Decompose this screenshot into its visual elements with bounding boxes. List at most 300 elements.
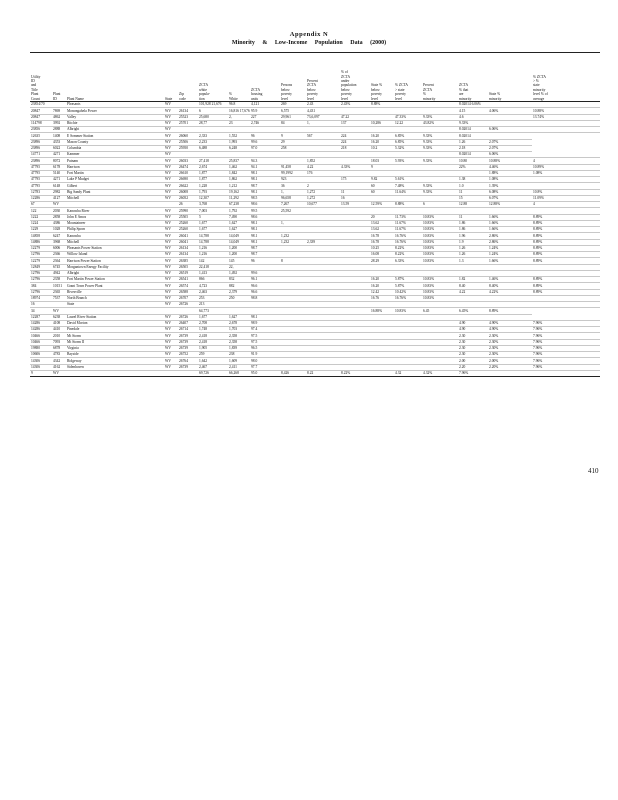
table-cell: 2,708 [198, 320, 228, 326]
table-cell: 1.86 [458, 220, 488, 226]
table-cell: 7537 [52, 295, 66, 301]
table-cell: 14,788 [198, 233, 228, 239]
table-cell: 4353 [52, 139, 66, 145]
table-cell: Fort Martin [66, 170, 164, 176]
table-cell: 1.3 [458, 258, 488, 264]
table-cell: 2.86% [488, 233, 532, 239]
table-cell: 7.96% [532, 352, 600, 358]
table-cell: 1,232 [280, 233, 306, 239]
table-cell: 8.22% [394, 252, 422, 258]
table-cell: 7.96% [532, 327, 600, 333]
table-cell: 2358 [52, 277, 66, 283]
table-cell: 10.83% [422, 277, 458, 283]
table-cell: Harrison Power Station [66, 258, 164, 264]
table-cell: 1,609 [228, 358, 250, 364]
table-cell: 8.89% [532, 252, 600, 258]
table-cell: 2,233 [198, 139, 228, 145]
table-cell: 8.89% [532, 239, 600, 245]
table-cell: WV [164, 120, 178, 126]
table-cell: 1,216 [198, 252, 228, 258]
table-cell: 2.30% [488, 352, 532, 358]
table-cell: 23854/70 [30, 102, 52, 108]
table-cell: Pleasants Power Station [66, 245, 164, 251]
table-cell: 8072 [52, 158, 66, 164]
table-cell: 19,162 [228, 189, 250, 195]
table-cell: 4271 [52, 152, 66, 158]
table-cell: 10.83% [422, 220, 458, 226]
table-cell: 6.06% [488, 127, 532, 133]
table-cell: 1,793 [198, 189, 228, 195]
table-cell: 10.83% [422, 227, 458, 233]
table-cell: 1,200 [228, 245, 250, 251]
table-cell: 4942 [52, 270, 66, 276]
table-cell: Willow Island [66, 252, 164, 258]
table-cell: 137 [340, 120, 370, 126]
table-cell: WV [164, 352, 178, 358]
table-cell: 13.59 [340, 202, 370, 208]
table-cell: 98.6 [250, 202, 280, 208]
table-cell: 1,877 [198, 170, 228, 176]
table-cell: 3968 [52, 239, 66, 245]
table-cell: 14,788 [198, 239, 228, 245]
table-cell: 28,77 [198, 120, 228, 126]
table-cell: Grant Town Power Plant [66, 283, 164, 289]
table-cell: 4.90 [458, 320, 488, 326]
table-cell: 27,418 [198, 158, 228, 164]
table-cell: WV [164, 277, 178, 283]
table-body [30, 102, 600, 377]
table-cell: 4108 [52, 320, 66, 326]
table-cell: 1,839 [228, 345, 250, 351]
table-cell [488, 370, 532, 376]
table-cell: Kammer [66, 152, 164, 158]
table-cell: 2.00% [488, 358, 532, 364]
table-cell: 66,268 [228, 370, 250, 376]
table-cell: 47795 [30, 164, 52, 170]
table-cell: 4783 [52, 352, 66, 358]
table-cell: Big Sandy Plant [66, 189, 164, 195]
table-cell: 1,462 [228, 164, 250, 170]
table-cell: 8 [280, 258, 306, 264]
table-cell: 175 [340, 177, 370, 183]
table-cell: 2, [228, 114, 250, 120]
table-cell: 10.83% [422, 289, 458, 295]
table-cell: 1222 [30, 214, 52, 220]
table-cell: 142 [198, 258, 228, 264]
table-cell: 9.33% [422, 139, 458, 145]
table-cell: WV [164, 152, 178, 158]
table-cell: 99.6 [250, 270, 280, 276]
column-header: State [164, 53, 178, 102]
table-cell: 98.1 [250, 177, 280, 183]
table-cell: 12279 [30, 258, 52, 264]
table-cell: 269 [280, 102, 306, 108]
table-cell: 2,379 [228, 289, 250, 295]
table-cell: 22% [458, 164, 488, 170]
table-cell: 10.83% [422, 258, 458, 264]
table-cell: 96.8 [228, 102, 250, 108]
table-cell: 26739 [178, 339, 198, 345]
table-cell: 8.22% [340, 370, 370, 376]
table-cell: Valley [66, 114, 164, 120]
table-cell: 2.20% [488, 364, 532, 370]
table-cell: 8.89% [488, 308, 532, 314]
table-cell: 7.96% [532, 358, 600, 364]
table-cell: 11 [458, 214, 488, 220]
table-cell: 69,726 [198, 370, 228, 376]
table-cell: 7,003 [198, 208, 228, 214]
table-cell: 6 [422, 202, 458, 208]
table-cell: WV [164, 345, 178, 351]
table-cell: 20847 [30, 108, 52, 114]
table-cell: 26060 [178, 133, 198, 139]
table-cell: 2.30 [458, 345, 488, 351]
table-cell: 6.06% [488, 152, 532, 158]
table-cell: 8,426 [280, 370, 306, 376]
table-cell: 2.00 [458, 358, 488, 364]
table-cell: 12,307 [198, 195, 228, 201]
table-cell: 26033 [178, 158, 198, 164]
column-header: % of ZCTA under population below poverty level [340, 53, 370, 102]
table-cell: 176 [306, 170, 340, 176]
table-cell: 1,748 [198, 327, 228, 333]
table-cell: 16.20 [370, 139, 394, 145]
table-cell: 6,488 [198, 145, 228, 151]
table-cell: 1.26 [458, 245, 488, 251]
table-cell: 7.48% [394, 183, 422, 189]
table-cell: WV [164, 258, 178, 264]
table-cell: 73,6,097 [306, 114, 340, 120]
table-cell: 6.33% [394, 258, 422, 264]
table-cell: 6238 [52, 314, 66, 320]
table-cell: 4.06% [488, 108, 532, 114]
table-cell: 95.9 [250, 108, 280, 114]
table-cell: 23856 [30, 127, 52, 133]
table-cell: WV [164, 127, 178, 133]
table-cell: 91.9 [250, 352, 280, 358]
table-cell: 5.61% [394, 177, 422, 183]
table-cell: 1.9 [458, 239, 488, 245]
table-cell: 12849 [30, 264, 52, 270]
table-cell: Mason County [66, 139, 164, 145]
table-cell: 1,792 [228, 208, 250, 214]
table-cell: 2364 [52, 258, 66, 264]
table-cell: 1,677 [198, 220, 228, 226]
column-header: Percent ZCTA below poverty level [306, 53, 340, 102]
table-cell: 5.93% [394, 158, 422, 164]
table-cell: 8.40 [458, 283, 488, 289]
table-cell: 95.0 [250, 370, 280, 376]
table-cell: 4271 [52, 177, 66, 183]
table-cell: WV [164, 195, 178, 201]
table-cell: 6.45% [458, 308, 488, 314]
table-cell: 4162 [52, 364, 66, 370]
table-cell: 224 [340, 139, 370, 145]
table-cell: 253 [198, 295, 228, 301]
table-cell: 213 [198, 302, 228, 308]
table-cell: Rivesville [66, 289, 164, 295]
table-header-row [30, 53, 600, 102]
table-cell: 26707 [178, 295, 198, 301]
column-header: Percent ZCTA % minority [422, 53, 458, 102]
table-cell: 12.42 [370, 289, 394, 295]
table-cell: E Sommer Station [66, 133, 164, 139]
table-cell: 14858 [30, 233, 52, 239]
table-cell: 2,339 [306, 239, 340, 245]
table-cell: Virginia [66, 345, 164, 351]
table-cell: 25523 [178, 114, 198, 120]
table-cell: 1,905 [198, 345, 228, 351]
table-cell: 14771 [30, 152, 52, 158]
table-cell: WV [164, 364, 178, 370]
table-cell: 7.96% [458, 370, 488, 376]
table-cell: 13.62 [370, 220, 394, 226]
table-cell: 12.59% [370, 202, 394, 208]
table-cell: 12279 [30, 245, 52, 251]
table-cell: 16 [30, 302, 52, 308]
table-cell: 1,627 [228, 220, 250, 226]
table-cell: 1, [280, 189, 306, 195]
table-cell: 16.20 [370, 283, 394, 289]
table-cell: 25,592 [280, 208, 306, 214]
table-cell: WV [164, 208, 178, 214]
table-cell: 8.40% [488, 283, 532, 289]
table-cell: 98.0 [250, 358, 280, 364]
table-cell: 9.33% [458, 120, 488, 126]
table-cell: David Morton [66, 320, 164, 326]
table-cell: 47795 [30, 183, 52, 189]
table-cell: 16.76% [394, 233, 422, 239]
table-cell: 8.02014 [458, 133, 488, 139]
table-cell: 26505 [178, 264, 198, 270]
table-cell: 96.6 [250, 283, 280, 289]
table-cell: 1,877 [198, 177, 228, 183]
table-cell: 5140 [52, 170, 66, 176]
table-cell: WV [164, 302, 178, 308]
table-cell: 8.89% [532, 220, 600, 226]
column-header: ZCTA % that are minority [458, 53, 488, 102]
table-cell: North Branch [66, 295, 164, 301]
table-cell: 26610 [178, 170, 198, 176]
column-header: Zip code [178, 53, 198, 102]
table-cell: WV [164, 139, 178, 145]
table-cell: 2,358 [228, 333, 250, 339]
table-cell: WV [164, 177, 178, 183]
table-cell: 4.90% [488, 327, 532, 333]
table-cell: 11.09% [532, 195, 600, 201]
table-cell: 227 [250, 114, 280, 120]
table-cell: 26726 [178, 302, 198, 308]
table-cell: 7869 [52, 108, 66, 114]
table-cell: 94.1 [250, 164, 280, 170]
table-cell: WV [52, 308, 66, 314]
table-cell: 1,677 [198, 227, 228, 233]
table-cell: WV [164, 239, 178, 245]
table-cell: 2,678 [228, 320, 250, 326]
table-cell: WV [164, 283, 178, 289]
table-cell: 26134 [178, 245, 198, 251]
table-cell: 1.39% [488, 183, 532, 189]
table-cell: 97.5 [250, 339, 280, 345]
table-cell: 4,431 [306, 108, 340, 114]
table-cell: 11.73% [394, 214, 422, 220]
table-cell: 13.62 [370, 227, 394, 233]
table-cell: 16.20 [370, 133, 394, 139]
table-cell: 20847 [30, 114, 52, 120]
table-cell: 22,418 [198, 264, 228, 270]
table-cell: Harrison [66, 164, 164, 170]
table-cell: WV [164, 320, 178, 326]
table-cell: 2,746 [250, 120, 280, 126]
table-cell: 15 [458, 195, 488, 201]
table-cell: WV [164, 358, 178, 364]
table-cell: 1,627 [228, 314, 250, 320]
table-cell: 224 [340, 133, 370, 139]
table-cell: 98.1 [250, 233, 280, 239]
table-cell: 97.0 [250, 145, 280, 151]
table-cell: 145 [228, 258, 250, 264]
table-cell: WV [164, 214, 178, 220]
table-cell: 2,674 [198, 164, 228, 170]
appendix-heading: Appendix N [289, 31, 329, 38]
table-cell: 97.5 [250, 333, 280, 339]
table-cell: 6247 [52, 233, 66, 239]
table-cell: 16.88% [370, 308, 394, 314]
table-cell: 6.85% [394, 133, 422, 139]
table-cell: 10466 [30, 339, 52, 345]
table-cell: 1.08% [488, 177, 532, 183]
table-cell: 882 [228, 283, 250, 289]
table-cell: 2,333 [198, 133, 228, 139]
table-cell: 10466 [30, 333, 52, 339]
table-cell: 8.02014 [458, 152, 488, 158]
table-cell: 29 [280, 139, 306, 145]
table-cell: 9.33% [422, 158, 458, 164]
table-cell: Fort Martin Power Station [66, 277, 164, 283]
table-cell: 1.0 [458, 183, 488, 189]
table-cell: 1,272 [306, 195, 340, 201]
table-cell: 6 [198, 108, 228, 114]
table-cell: 47795 [30, 170, 52, 176]
column-header: State % minority [488, 53, 532, 102]
table-cell: 2365 [52, 289, 66, 295]
table-cell: 5.87% [394, 283, 422, 289]
table-cell: 4,121 [250, 102, 280, 108]
table-cell: 1.08% [532, 170, 600, 176]
table-cell: 8.22 [306, 370, 340, 376]
table-cell: 25260 [178, 220, 198, 226]
table-cell: 1.86 [458, 227, 488, 233]
table-cell: 98.1 [250, 170, 280, 176]
table-cell: 14306 [30, 364, 52, 370]
table-cell: 10.83% [394, 308, 422, 314]
table-cell: 1.66% [488, 258, 532, 264]
table-cell: 2888 [52, 127, 66, 133]
table-cell: 2.30 [458, 352, 488, 358]
table-cell: 4 [532, 158, 600, 164]
table-cell: 23896 [30, 145, 52, 151]
table-cell: 98.7 [250, 252, 280, 258]
table-cell: 2030 [52, 208, 66, 214]
table-cell: 1229 [30, 227, 52, 233]
table-cell: 23896 [30, 158, 52, 164]
table-subtitle: Minority & Low-Income Population Data (2000) [231, 40, 387, 46]
table-cell: 5 [198, 214, 228, 220]
table-cell: 26041 [178, 233, 198, 239]
table-cell: 26385 [178, 258, 198, 264]
table-cell: 2.07% [488, 145, 532, 151]
table-cell: 10.83% [422, 252, 458, 258]
table-cell: 1,552 [228, 133, 250, 139]
table-cell: 91,458 [280, 164, 306, 170]
table-cell: 1,677 [198, 314, 228, 320]
table-cell: 12.22 [394, 120, 422, 126]
table-cell: WV [164, 333, 178, 339]
table-cell: 1,413 [198, 270, 228, 276]
table-cell: 3992 [52, 120, 66, 126]
table-cell: 96.6 [250, 289, 280, 295]
table-cell: 98.1 [250, 239, 280, 245]
table-cell: 6.07% [488, 195, 532, 201]
table-cell: 1.24% [488, 245, 532, 251]
table-cell: 8.89% [532, 258, 600, 264]
table-cell: 25,680 [198, 114, 228, 120]
table-cell: 10.42% [394, 289, 422, 295]
table-cell: 36 [280, 183, 306, 189]
table-cell: Bayside [66, 352, 164, 358]
table-cell: 96 [250, 133, 280, 139]
table-cell: 2.30% [488, 339, 532, 345]
table-cell: 4127 [52, 195, 66, 201]
table-cell: 98.1 [250, 314, 280, 320]
table-row [30, 370, 600, 376]
table-cell: Philip Sporn [66, 227, 164, 233]
column-header: % ZCTA > % state minority level % of average [532, 53, 600, 102]
column-header: ZCTA housing units [250, 53, 280, 102]
table-cell: WV [164, 314, 178, 320]
table-cell: 7.96% [532, 333, 600, 339]
table-cell: 11.64% [394, 189, 422, 195]
table-cell: 25260 [178, 227, 198, 233]
table-cell: 13.74% [532, 114, 600, 120]
table-cell: 2.07% [488, 139, 532, 145]
table-cell: 14886 [30, 239, 52, 245]
table-cell: 26407 [178, 320, 198, 326]
table-cell: 96.5 [250, 345, 280, 351]
table-cell: 28.29 [370, 258, 394, 264]
table-cell: 8.02014 6.06% [458, 102, 488, 108]
table-cell: 29,961 [280, 114, 306, 120]
table-cell: WV [164, 133, 178, 139]
table-cell: Gilbert [66, 183, 164, 189]
table-cell: State [66, 302, 164, 308]
table-cell: 16 [340, 195, 370, 201]
table-cell: 9 [30, 370, 52, 376]
table-cell: 4.32 [394, 370, 422, 376]
table-cell: 98.9 [250, 320, 280, 326]
table-cell: 10.89% [532, 164, 600, 170]
table-cell: 10.83% [422, 233, 458, 239]
table-cell: 26714 [178, 327, 198, 333]
table-cell: 19880 [30, 345, 52, 351]
table-cell: 1,627 [228, 227, 250, 233]
table-cell: 8.88% [370, 102, 394, 108]
table-cell: 10.25 [370, 245, 394, 251]
table-cell: 94.3 [250, 158, 280, 164]
table-cell: 16.76 [370, 295, 394, 301]
table-cell: 2,358 [228, 339, 250, 345]
table-cell: Mitchell [66, 239, 164, 245]
